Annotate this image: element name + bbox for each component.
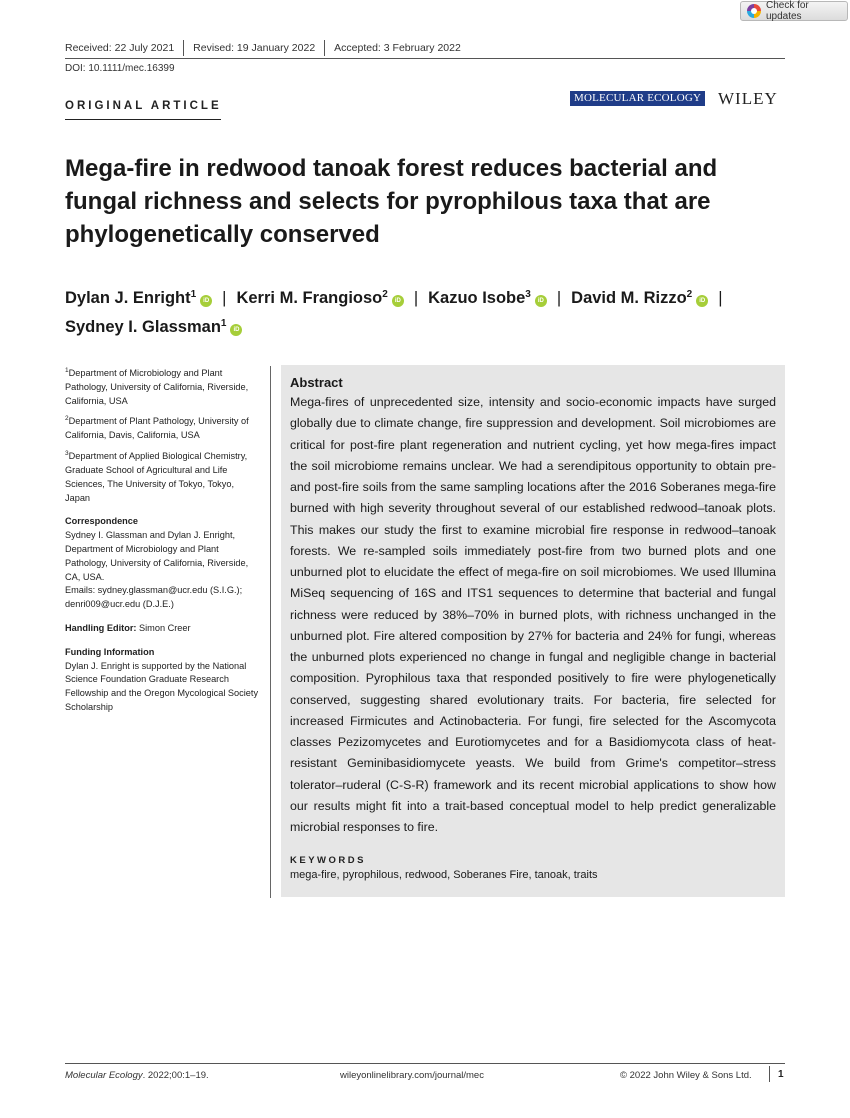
header-rule xyxy=(65,58,785,59)
author-separator: | xyxy=(413,289,419,307)
affiliation: $^1$Department of Microbiology and Plant Pathology, University of California, Riverside, California, USA xyxy=(65,367,249,406)
divider xyxy=(324,40,325,56)
orcid-icon[interactable]: iD xyxy=(535,295,547,307)
keywords-label: KEYWORDS xyxy=(290,855,366,867)
journal-logo: MOLECULAR ECOLOGY xyxy=(570,91,705,106)
page-number: 1 xyxy=(778,1069,784,1080)
footer-rule xyxy=(65,1063,785,1064)
article-info-sidebar xyxy=(65,364,261,715)
correspondence-emails[interactable]: Emails: sydney.glassman@ucr.edu (S.I.G.); denri009@ucr.edu (D.J.E.) xyxy=(65,585,243,610)
author[interactable]: David M. Rizzo$^2$iD xyxy=(571,289,708,307)
correspondence-text: Sydney I. Glassman and Dylan J. Enright, Department of Microbiology and Plant Pathology, University of California, Riverside, CA, USA. xyxy=(65,530,249,582)
correspondence-heading: Correspondence xyxy=(65,516,139,527)
author[interactable]: Kazuo Isobe$^3$iD xyxy=(428,289,547,307)
handling-editor: Handling Editor: Simon Creer xyxy=(65,622,191,633)
abstract-panel xyxy=(281,365,785,897)
orcid-icon[interactable]: iD xyxy=(696,295,708,307)
doi[interactable]: DOI: 10.1111/mec.16399 xyxy=(65,63,175,74)
orcid-icon[interactable]: iD xyxy=(200,295,212,307)
check-for-updates-button[interactable] xyxy=(740,1,848,21)
publisher-logo: WILEY xyxy=(718,89,778,108)
author-separator: | xyxy=(222,289,227,307)
author-separator: | xyxy=(718,289,723,307)
column-divider xyxy=(270,366,271,898)
author[interactable]: Sydney I. Glassman$^1$iD xyxy=(65,318,242,336)
orcid-icon[interactable]: iD xyxy=(230,324,242,336)
footer-citation: Molecular Ecology. 2022;00:1–19. xyxy=(65,1070,209,1081)
accepted-date: Accepted: 3 February 2022 xyxy=(334,42,461,54)
author-separator: | xyxy=(556,289,562,307)
affiliation: $^2$Department of Plant Pathology, University of California, Davis, California, USA xyxy=(65,415,249,441)
divider xyxy=(183,40,184,56)
orcid-icon[interactable]: iD xyxy=(392,295,404,307)
author-list xyxy=(65,282,785,340)
journal-url-link[interactable]: wileyonlinelibrary.com/journal/mec xyxy=(340,1070,484,1081)
article-type-underline xyxy=(65,119,221,120)
publication-dates xyxy=(65,40,461,56)
abstract-heading: Abstract xyxy=(290,375,343,390)
author[interactable]: Dylan J. Enright$^1$iD xyxy=(65,289,212,307)
crossmark-icon xyxy=(747,4,761,18)
keywords: mega-fire, pyrophilous, redwood, Soberanes Fire, tanoak, traits xyxy=(290,869,598,882)
affiliation: $^3$Department of Applied Biological Chemistry, Graduate School of Agricultural and Life Sciences, The University of Tokyo, Tokyo, Japan xyxy=(65,450,248,503)
revised-date: Revised: 19 January 2022 xyxy=(193,42,316,54)
article-type: ORIGINAL ARTICLE xyxy=(65,100,222,112)
check-for-updates-label: Check for updates xyxy=(765,0,809,22)
copyright: © 2022 John Wiley & Sons Ltd. xyxy=(620,1070,752,1081)
received-date: Received: 22 July 2021 xyxy=(65,42,175,54)
divider xyxy=(769,1066,770,1082)
funding-text: Dylan J. Enright is supported by the National Science Foundation Graduate Research Fellowship and the Oregon Mycological Society Scholarship xyxy=(65,660,259,712)
author[interactable]: Kerri M. Frangioso$^2$iD xyxy=(236,289,403,307)
funding-heading: Funding Information xyxy=(65,646,155,657)
abstract-text: Mega-fires of unprecedented size, intensity and socio-economic impacts have surged globally due to climate change, fire suppression and development. Soil microbiomes are critical for post-fire plant regeneration and nutrient cycling, yet how mega-fires impact the soil microbiome remains unclear. We had a serendipitous opportunity to obtain pre- and post-fire soils from the same sampling locations after the 2016 Soberanes mega-fire burned with high severity throughout several of our established redwood–tanoak plots. This makes our study the first to examine microbial fire response in redwood–tanoak forests. We re-sampled soils immediately post-fire from two burned plots and one unburned plot to elucidate the effect of mega-fire on soil microbiomes. We used Illumina MiSeq sequencing of 16S and ITS1 sequences to determine that bacterial and fungal richness were reduced by 38%–70% in burned plots, with richness unchanged in the unburned plot. Fire altered composition by 27% for bacteria and 24% for fungi, whereas the unburned plots experienced no change in fungal and negligible change in bacterial composition. Pyrophilous taxa that responded positively to fire were phylogenetically conserved, suggesting shared evolutionary traits. For bacteria, fire selected for increased Firmicutes and Actinobacteria. For fungi, fire selected for the Ascomycota classes Pezizomycetes and Eurotiomycetes and for a Basidiomycota class of heat-resistant Geminibasidiomycete yeasts. We build from Grime's competitor–stress tolerator–ruderal (C-S-R) framework and its recent microbial applications to show how our results might fit into a trait-based conceptual model to help predict generalizable microbial responses to fire. xyxy=(290,395,776,834)
article-title: Mega-fire in redwood tanoak forest reduces bacterial and fungal richness and selects for pyrophilous taxa that are phylogenetically conserved xyxy=(65,155,718,248)
